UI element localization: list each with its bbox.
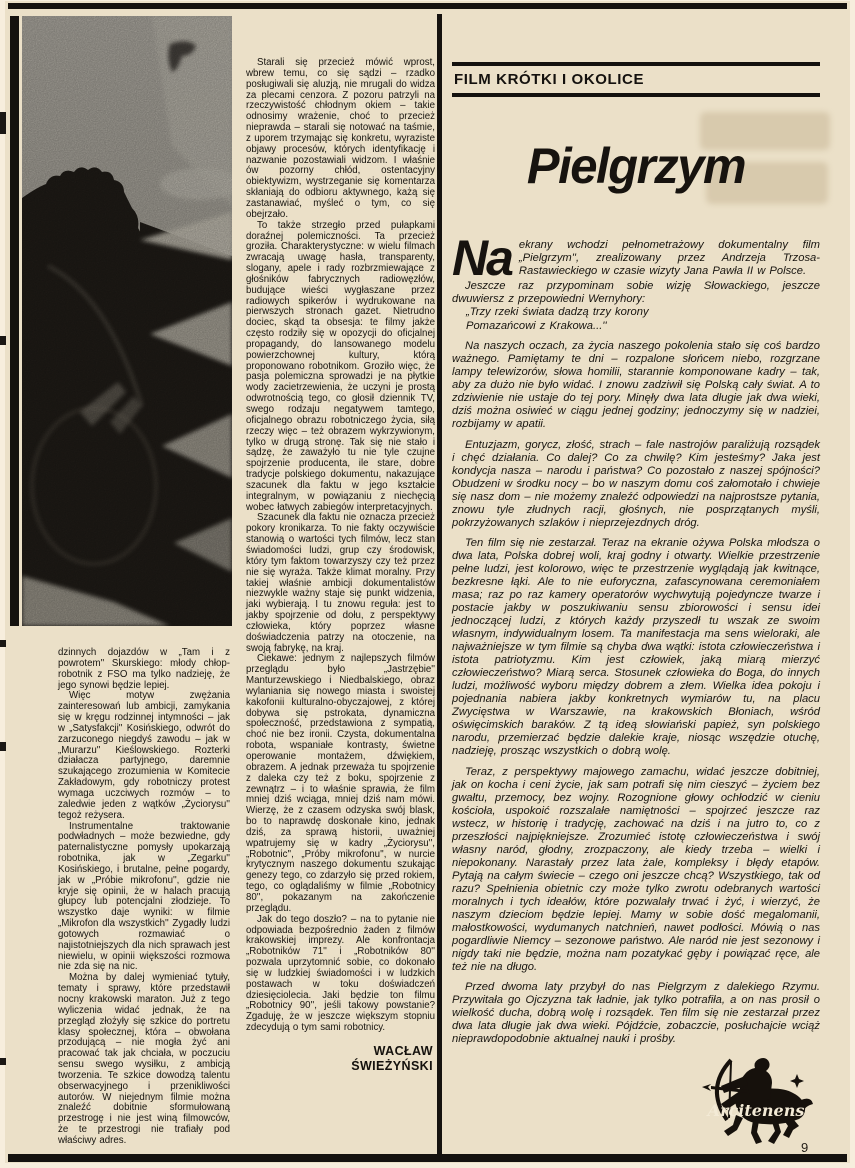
paragraph: Jak do tego doszło? – na to pytanie nie odpowiada bezpośrednio żaden z filmów krakowskiej imprezy. Ale konfrontacja „Robotników 71'' i „Robotników 80'' pozwala uprzytomnić sobie, co dokonało się w ludzkiej świadomości i w ludzkich postawach w toku doświadczeń dziesięciolecia. Jaki będzie ton filmu „Robotnicy 90'', jeśli takowy powstanie? Zgaduję, że w jeszcze większym stopniu zdecydują o tym sami robotnicy. — [246, 913, 435, 1034]
registration-mark — [0, 336, 6, 345]
feature-section — [452, 62, 820, 1054]
photo-illustration — [22, 16, 232, 626]
paragraph: Więc motyw zwężania zainteresowań lub ambicji, zamykania się w kręgu rodzinnej intymności – jak w „Satysfakcji'' Kosińskiego, odwrót do zarzuconego niegdyś zawodu – jak w „Murarzu'' Kieślowskiego. Rozterki działacza partyjnego, daremnie szukającego zrozumienia w Komitecie Zakładowym, gdy robotniczy protest wymaga uczciwych rozmów – to zaledwie jeden z wątków „Życiorysu'' tegoż reżysera. — [58, 690, 230, 821]
paragraph: Szacunek dla faktu nie oznacza przecież pokory kronikarza. To nie fakty oczywiście stanowią o wartości tych filmów, lecz stan świadomości ludzi, grup czy środowisk, który tym faktom towarzyszy czy też przez nie się wyraża. Także klimat moralny. Przy takiej właśnie ambicji dokumentalistów niezwykle ważny staje się punkt widzenia, jaki wybierają. I tu znowu reguła: jest to jakby spojrzenie od dołu, z perspektywy człowieka, który poprzez własne doświadczenia patrzy na otoczenie, na swoją fabrykę, na kraj. — [246, 512, 435, 654]
paragraph: Przed dwoma laty przybył do nas Pielgrzym z dalekiego Rzymu. Przywitała go Ojczyzna tak ładnie, jak tylko potrafiła, a on nas prosił o wielkość ducha, dobrą wolę i rozsądek. Ten film się nie zestarzał przez dwa lata długie jak dwa wieki. Pójdźcie, zobaczcie, posłuchajcie wciąż nieprawdopodobnie aktualnej nauki i prośby. — [452, 981, 820, 1045]
dropcap: Na — [452, 230, 512, 286]
article-photo — [22, 16, 232, 626]
arcitenens-logo — [697, 1056, 815, 1150]
paragraph: Można by dalej wymieniać tytuły, tematy i sprawy, które przedstawił nocny krakowski maraton. Już z tego wyliczenia widać jednak, że na przegląd złożyły się szkice do portretu klasy społecznej, która – obwołana przodującą – nie mogła żyć ani pracować tak jak chciała, w poczuciu sensu swego wysiłku, z ambicją tworzenia. Te szkice dowodzą talentu obserwacyjnego i przenikliwości autorów. W niejednym filmie można znaleźć dobitnie sformułowaną przestrogę i nie jest winą filmowców, że te przestrogi nie trafiały pod właściwy adres. — [58, 972, 230, 1146]
left-column-paragraphs — [58, 691, 230, 1146]
paragraph: Starali się przecież mówić wprost, wbrew temu, co się sądzi – rzadko posługiwali się aluzją, nie mrugali do widza za plecami cenzora. Z pozoru patrzyli na rzeczywistość chłodnym okiem – takie odnosimy wrażenie, choć to przecież nieprawda – starali się notować na taśmie, z uporem trzymając się konkretu, wyraziste objawy procesów, których identyfikację i nazwanie pozostawiali widzom. I właśnie ów pozorny chłód, ostentacyjny obiektywizm, wystrzeganie się komentarza skłaniają do odbioru aktywnego, każą się zastanawiać, myśleć o tym, co się obejrzało. — [246, 57, 435, 220]
page-number: 9 — [801, 1140, 809, 1155]
author-byline — [246, 1044, 435, 1074]
section-kicker: FILM KRÓTKI I OKOLICE — [454, 71, 645, 88]
sagittarius-archer-icon — [697, 1056, 815, 1150]
page-frame-bottom-rule — [8, 1154, 847, 1162]
paragraph: To także strzegło przed pułapkami doraźnej polemiczności. Ta przecież groziła. Charakterystyczne: w wielu filmach zwracają uwagę hasła, transparenty, slogany, apele i rady rozbrzmiewające z głośników fabrycznych radiowęzłów, budujące wieści wygłaszane przez radiowych spikerów i wydrukowane na pierwszych stronach gazet. Nietrudno dociec, skąd ta obsesja: te filmy jakże często rodziły się w opozycji do oficjalnej propagandy, do lansowanego modelu powierzchownej kultury, którą proponowano robotnikom. Groziło więc, że pasja polemiczna sprowadzi je na płytkie wody zacietrzewienia, że uczyni je prostą odwrotnością tego, co głosił dziennik TV, swego rodzaju negatywem tamtego, oficjalnego obrazu robotniczego życia, siłą rzeczy więc – też obrazem wykrzywionym, tylko w drugą stronę. Tak się nie stało i sądzę, że zaważyło tu nie tyle czujne spojrzenie producenta, ile stare, dobre tradycje polskiego dokumentu, nakazujące szacunek dla faktu w jego kształcie integralnym, w powiązaniu z niechęcią wobec łatwych zabiegów interpretacyjnych. — [246, 219, 435, 513]
logo-text: Arcitenens — [707, 1101, 805, 1120]
page-frame-top-rule — [8, 3, 847, 9]
paragraph: Na naszych oczach, za życia naszego pokolenia stało się coś bardzo ważnego. Pamiętamy te dni – rozpalone słońcem niebo, rozgrzane lampy telewizorów, słowa homilii, starannie komponowane kadry – tak, aby za dużo nie było widać. I znowu zadziwił się Polską cały świat. A to zdziwienie nie ustaje do tej pory. Minęły dwa lata długie jak dwa wieki, dziś można osiwieć w ciągu jednej godziny; jednoczymy się w nadziei, rozbijamy w apatii. — [452, 340, 820, 430]
intro-text: ekrany wchodzi pełnometrażowy dokumentalny film „Pielgrzym'', zrealizowany przez Andrzeja Trzosa-Rastawieckiego w czasie wizyty Jana Pawła II w Polsce. — [518, 239, 820, 277]
paragraph: Entuzjazm, gorycz, złość, strach – fale nastrojów paraliżują rozsądek i chęć działania. Co dalej? Co za chwilę? Kim jesteśmy? Jaka jest kondycja nasza – narodu i państwa? Co pozostało z naszej spójności? Obudzeni w środku nocy – bo w naszym domu coś załomotało i chwieje się nasz dom – nie możemy znaleźć odpowiedzi na najprostsze pytania, znowu tyle złudnych racji, głośnych, nie posprzątanych myśli, pokrzyżowanych szlaków i nieprzejezdnych dróg. — [452, 438, 820, 529]
paragraph: Instrumentalne traktowanie podwładnych – może bezwiedne, gdy paternalistyczne pomysły upokarzają robotnika, jak w „Zegarku'' Kosińskiego, i brutalne, pełne pogardy, jak w „Próbie mikrofonu'', gdzie nie kryje się opinii, że w halach pracują głupcy lub potencjalni złodzieje. To wszystko daje wyniki: w filmie „Mikrofon dla wszystkich'' Zygadły ludzi gotowych rozmawiać o najistotniejszych dla nich sprawach jest niewielu, w opinii większości rozmowa nie zda się na nic. — [58, 820, 230, 973]
article-body — [452, 340, 820, 1046]
middle-column-paragraphs — [246, 58, 435, 1034]
registration-mark — [0, 1058, 6, 1065]
section-kicker-bar — [452, 62, 820, 97]
paragraph: dzinnych dojazdów w „Tam i z powrotem'' Skurskiego: młody chłop-robotnik z FSO ma tylko nadzieję, że jego synowi będzie lepiej. — [58, 647, 230, 691]
byline-first-name: WACŁAW — [373, 1043, 433, 1058]
middle-text-column — [246, 58, 435, 1074]
photo-left-black-strip — [10, 16, 19, 626]
paragraph: Teraz, z perspektywy majowego zamachu, widać jeszcze dobitniej, jak on kocha i ceni życie, jak sam potrafi się nim cieszyć – życiem bez gwałtu, przemocy, bez wojny. Rozognione głowy ochłodzić w cieniu kościoła, uspokoić rozszalałe namiętności – spojrzeć jeszcze raz wstecz, w historię i tradycję, zachować na dziś i na jutro to, co z przeszłości najpiękniejsze. Zrozumieć istotę człowieczeństwa i swój własny naród, głodny, zrozpaczony, ale kiedy trzeba – wielki i niepokonany. Narastały przez lata żale, kompleksy i błędy etapów. Pytają na całym świecie – czego oni jeszcze chcą? Wszystkiego, tak od razu? Spełnienia obietnic czy może tylko zwrotu odebranych wartości moralnych i tych ideałów, które pozwalały trwać i żyć, i wierzyć, że naszym dzieciom będzie lepiej. Mamy w sobie dość megalomanii, małostkowości, wydumanych natchnień, nawet podłości. Mówią o nas pogardliwie Niemcy – sezonowe państwo. Ale naród nie jest sezonowy i nigdy taki nie będzie, można nam pozatykać gęby i powiązać ręce, ale też nie na długo. — [452, 765, 820, 973]
prophecy-verse — [452, 306, 820, 333]
column-divider-rule — [437, 14, 442, 1154]
lead-paragraph: Jeszcze raz przypominam sobie wizję Słowackiego, jeszcze dwuwiersz z przepowiedni Wernyhory: — [452, 280, 820, 305]
paragraph: Ciekawe: jednym z najlepszych filmów przeglądu było „Jastrzębie'' Manturzewskiego i Niedbalskiego, obraz wylaniania się nowego miasta i swoistej kakofonii kulturalno-obyczajowej, z której dobywa się pstrokata, dynamiczna społeczność, przedstawiona z sympatią, choć nie bez ironii. Czysta, dokumentalna robota, wspaniałe kontrasty, świetne operowanie montażem, dźwiękiem, obrazem. A jednak przeważa tu spojrzenie z daleka czy też z boku, spojrzenie z zewnątrz – i to właśnie sprawia, że film mniej dziś wciąga, mniej dziś nam mówi. Wierzę, że z czasem odzyska swój blask, bo to naprawdę doskonałe kino, jednak dziś, za sprawą historii, uważniej wpatrujemy się w kadry „Życiorysu'', „Robotnic'', „Próby mikrofonu'', w nurcie krytycznym naszego dokumentu szukając genezy tego, co zdarzyło się przed rokiem, tego, co oglądaliśmy w filmie „Robotnicy 80'', pokazanym na zakończenie przeglądu. — [246, 653, 435, 914]
left-text-column — [58, 648, 230, 1147]
verse-line: Pomazańcowi z Krakowa...'' — [466, 319, 607, 332]
registration-mark — [0, 742, 6, 751]
registration-mark — [0, 112, 6, 134]
article-title: Pielgrzym — [526, 138, 746, 194]
byline-last-name: ŚWIEŻYŃSKI — [351, 1058, 433, 1073]
article-intro — [452, 230, 820, 333]
verse-line: „Trzy rzeki świata dadzą trzy korony — [466, 306, 649, 318]
registration-mark — [0, 640, 6, 647]
paragraph: Ten film się nie zestarzał. Teraz na ekranie ożywa Polska młodsza o dwa lata, Polska dobrej woli, kraj godny i otwarty. Wielkie przestrzenie pełne ludzi, jest kolorowo, więc te przestrzenie wyglądają jak kwitnące, bezkresne łąki. Ale to nie euforyczna, zafascynowana ceremoniałem masa; raz po raz kamery operatorów wychwytują pojedyncze twarze i postacie jakby w poszukiwaniu sensu zbiorowości i sensu idei jednoczącej ludzi, z których każdy przyszedł tu wszak ze swoim własnym, indywidualnym losem. Ta manifestacja ma sens wieloraki, ale najważniejsze w tym filmie są chyba dwa wątki: istota człowieczeństwa i istota patriotyzmu. Kim jest człowiek, jaką miarą mierzyć człowieczeństwo? Miarą serca. Stosunek człowieka do Boga, do innych ludzi, możliwość wyboru między dobrem a złem. Wielka idea pokoju i pojednania nabiera jakby konkretnych wymiarów tu, na placu Zwycięstwa w Warszawie, na krakowskich Błoniach, wśród oświęcimskich baraków. Z tą ideą słowiański papież, syn polskiego narodu, przemierzać będzie dalekie kraje, niosąc wszędzie otuchę, nadzieję, prosząc wszystkich o dobrą wolę. — [452, 537, 820, 757]
